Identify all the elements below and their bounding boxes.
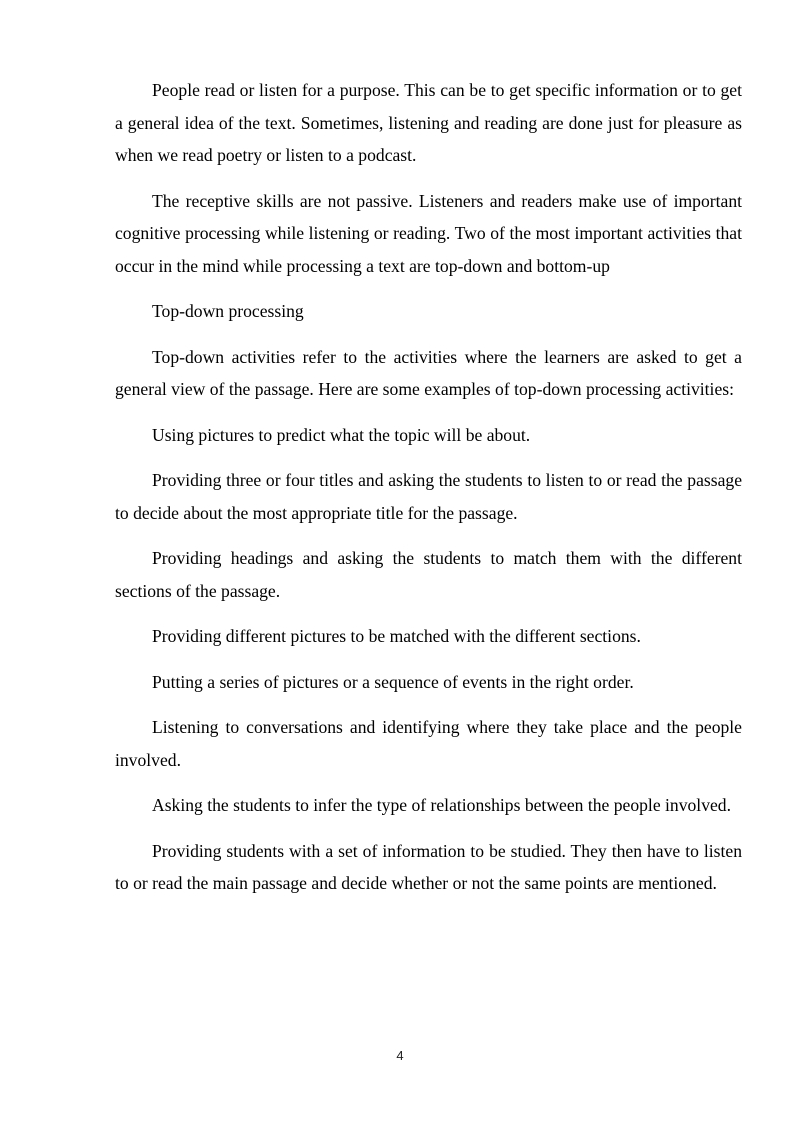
list-item-relationships: Asking the students to infer the type of relationships between the people involved. xyxy=(152,795,731,815)
page-number: 4 xyxy=(396,1048,404,1063)
paragraph-purpose: People read or listen for a purpose. This can be to get specific information or to get a general idea of the text. Sometimes, listening and reading are done just for pleasure as when we read poetry or listen to a podcast. xyxy=(115,80,742,165)
list-item-headings: Providing headings and asking the students to match them with the different sections of the passage. xyxy=(115,548,742,601)
list-item-pictures-sections: Providing different pictures to be matched with the different sections. xyxy=(152,626,641,646)
list-item-sequence: Putting a series of pictures or a sequence of events in the right order. xyxy=(152,671,634,692)
paragraph-top-down-definition: Top-down activities refer to the activities where the learners are asked to get a general view of the passage. Here are some examples of top-down processing activities: xyxy=(115,346,742,399)
list-item-titles: Providing three or four titles and asking the students to listen to or read the passage to decide about the most appropriate title for the passage. xyxy=(115,470,742,523)
list-item-conversations: Listening to conversations and identifying where they take place and the people involved. xyxy=(115,717,742,770)
section-heading-top-down: Top-down processing xyxy=(152,301,304,321)
document-page xyxy=(115,74,742,913)
paragraph-receptive-skills: The receptive skills are not passive. Listeners and readers make use of important cognitive processing while listening or reading. Two of the most important activities that occur in the mind while processing a text are top-down and bottom-up xyxy=(115,190,742,276)
list-item-pictures-predict: Using pictures to predict what the topic will be about. xyxy=(152,424,531,445)
list-item-information: Providing students with a set of information to be studied. They then have to listen to or read the main passage and decide whether or not the same points are mentioned. xyxy=(115,840,742,893)
